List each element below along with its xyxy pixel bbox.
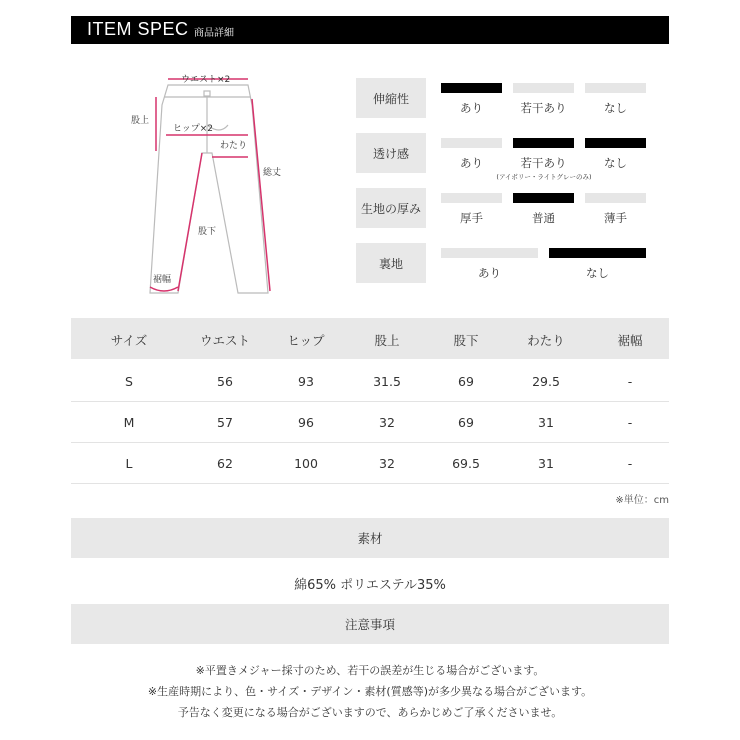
inseam-arrow xyxy=(178,153,202,291)
diagram-thigh-label: わたり xyxy=(220,141,248,151)
sheer-note: (アイボリー・ライトグレーのみ) xyxy=(496,173,592,181)
table-cell: 62 xyxy=(217,456,233,471)
header-subtitle: 商品詳細 xyxy=(194,28,234,39)
stretch-bar-1 xyxy=(441,83,502,93)
length-arrow xyxy=(252,99,270,291)
thickness-bar-1 xyxy=(441,193,502,203)
table-cell: 31 xyxy=(538,415,554,430)
table-cell: 69.5 xyxy=(452,456,480,471)
hem-arrow xyxy=(150,287,178,291)
sheer-option-3: なし xyxy=(604,156,627,170)
lining-bar-2 xyxy=(549,248,646,258)
table-cell: - xyxy=(627,415,633,430)
notes-heading: 注意事項 xyxy=(71,604,669,644)
table-cell: 100 xyxy=(294,456,318,471)
pants-outline xyxy=(150,85,268,293)
spec-label-sheerness: 透け感 xyxy=(356,133,426,173)
thickness-option-3: 薄手 xyxy=(604,211,627,225)
diagram-hem-label: 裾幅 xyxy=(153,275,172,285)
stretch-option-2: 若干あり xyxy=(520,101,567,115)
table-cell: 69 xyxy=(458,415,474,430)
sheer-bar-1 xyxy=(441,138,502,148)
stretch-bar-3 xyxy=(585,83,646,93)
note-line: ※生産時期により、色・サイズ・デザイン・素材(質感等)が多少異なる場合がございます。 xyxy=(147,685,593,698)
sheer-option-1: あり xyxy=(460,156,483,170)
table-cell: 29.5 xyxy=(532,374,560,389)
pants-diagram xyxy=(140,65,300,305)
col-header-rise: 股上 xyxy=(374,333,400,348)
table-cell: 56 xyxy=(217,374,233,389)
material-value: 綿65% ポリエステル35% xyxy=(294,578,446,593)
table-cell: 96 xyxy=(298,415,314,430)
row-divider xyxy=(71,401,669,402)
stretch-bar-2 xyxy=(513,83,574,93)
table-cell: 31.5 xyxy=(373,374,401,389)
col-header-waist: ウエスト xyxy=(199,333,250,348)
sheer-option-2: 若干あり xyxy=(520,156,567,170)
item-spec-header xyxy=(71,16,669,44)
header-title: ITEM SPEC xyxy=(87,19,189,39)
note-line: 予告なく変更になる場合がございますので、あらかじめご了承くださいませ。 xyxy=(177,706,563,719)
unit-note: ※単位：cm xyxy=(615,495,669,506)
table-cell: S xyxy=(125,374,133,389)
diagram-length-label: 総丈 xyxy=(263,168,282,178)
row-divider xyxy=(71,442,669,443)
table-cell: 32 xyxy=(379,415,395,430)
table-cell: - xyxy=(627,374,633,389)
spec-label-thickness: 生地の厚み xyxy=(356,188,426,228)
col-header-hem: 裾幅 xyxy=(617,333,643,348)
spec-label-stretch: 伸縮性 xyxy=(356,78,426,118)
lining-option-2: なし xyxy=(586,266,609,280)
note-line: ※平置きメジャー採寸のため、若干の誤差が生じる場合がございます。 xyxy=(195,664,545,677)
diagram-waist-label: ウエスト×2 xyxy=(181,75,231,85)
table-cell: 69 xyxy=(458,374,474,389)
table-cell: 31 xyxy=(538,456,554,471)
col-header-hip: ヒップ xyxy=(287,333,325,348)
table-cell: L xyxy=(125,456,133,471)
thickness-bar-3 xyxy=(585,193,646,203)
table-cell: 32 xyxy=(379,456,395,471)
table-cell: 93 xyxy=(298,374,314,389)
lining-bar-1 xyxy=(441,248,538,258)
sheer-bar-2 xyxy=(513,138,574,148)
col-header-thigh: わたり xyxy=(527,333,565,348)
lining-option-1: あり xyxy=(478,266,501,280)
thickness-option-2: 普通 xyxy=(532,211,555,225)
material-heading: 素材 xyxy=(71,518,669,558)
table-cell: 57 xyxy=(217,415,233,430)
table-cell: M xyxy=(123,415,135,430)
stretch-option-1: あり xyxy=(460,101,483,115)
diagram-rise-label: 股上 xyxy=(131,116,150,126)
table-cell: - xyxy=(627,456,633,471)
sheer-bar-3 xyxy=(585,138,646,148)
row-divider xyxy=(71,483,669,484)
diagram-hip-label: ヒップ×2 xyxy=(173,124,213,134)
thickness-option-1: 厚手 xyxy=(460,211,483,225)
col-header-size: サイズ xyxy=(110,333,148,348)
diagram-inseam-label: 股下 xyxy=(198,227,217,237)
stretch-option-3: なし xyxy=(604,101,627,115)
spec-label-lining: 裏地 xyxy=(356,243,426,283)
thickness-bar-2 xyxy=(513,193,574,203)
col-header-inseam: 股下 xyxy=(453,333,479,348)
